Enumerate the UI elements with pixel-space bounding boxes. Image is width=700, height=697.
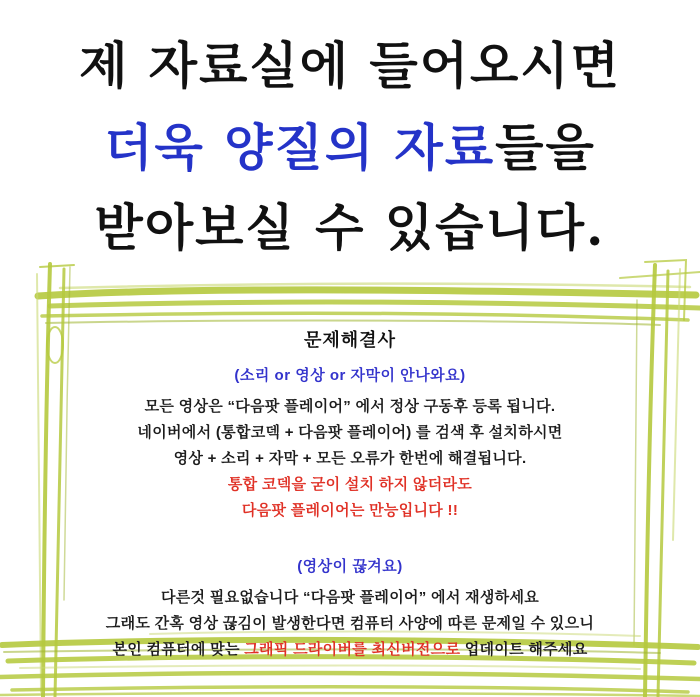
- hero-line-1: 제 자료실에 들어오시면: [79, 36, 621, 95]
- troubleshooting-box: [80, 326, 620, 663]
- box-text-line: 영상 + 소리 + 자막 + 모든 오류가 한번에 해결됩니다.: [173, 450, 527, 467]
- box-red-line: 다음팟 플레이어는 만능입니다 !!: [241, 502, 459, 519]
- last-line-red-highlight: 그래픽 드라이버를 최신버전으로: [244, 641, 461, 658]
- hero-line-2: [0, 108, 700, 180]
- hero-line-2-tail: 들을: [495, 118, 596, 177]
- box-text-line-mixed: [80, 637, 620, 663]
- section1-heading: (소리 or 영상 or 자막이 안나와요): [234, 367, 466, 384]
- section2-heading: (영상이 끊겨요): [297, 558, 403, 575]
- box-text-line: 다른것 필요없습니다 “다음팟 플레이어” 에서 재생하세요: [160, 589, 540, 606]
- box-text-line: 모든 영상은 “다음팟 플레이어” 에서 정상 구동후 등록 됩니다.: [144, 398, 556, 415]
- last-line-suffix: 업데이트 해주세요: [460, 641, 588, 658]
- box-red-line: 통합 코덱을 굳이 설치 하지 않더라도: [227, 476, 473, 493]
- hero-line-2-highlight: 더욱 양질의 자료: [104, 118, 496, 177]
- last-line-prefix: 본인 컴퓨터에 맞는: [112, 641, 245, 658]
- hero-line-3: 받아보실 수 있습니다.: [94, 198, 606, 257]
- box-text-line: 그래도 간혹 영상 끊김이 발생한다면 컴퓨터 사양에 따른 문제일 수 있으니: [105, 615, 595, 632]
- box-title: 문제해결사: [304, 330, 396, 350]
- section-gap: [80, 524, 620, 555]
- box-text-line: 네이버에서 (통합코덱 + 다음팟 플레이어) 를 검색 후 설치하시면: [137, 424, 563, 441]
